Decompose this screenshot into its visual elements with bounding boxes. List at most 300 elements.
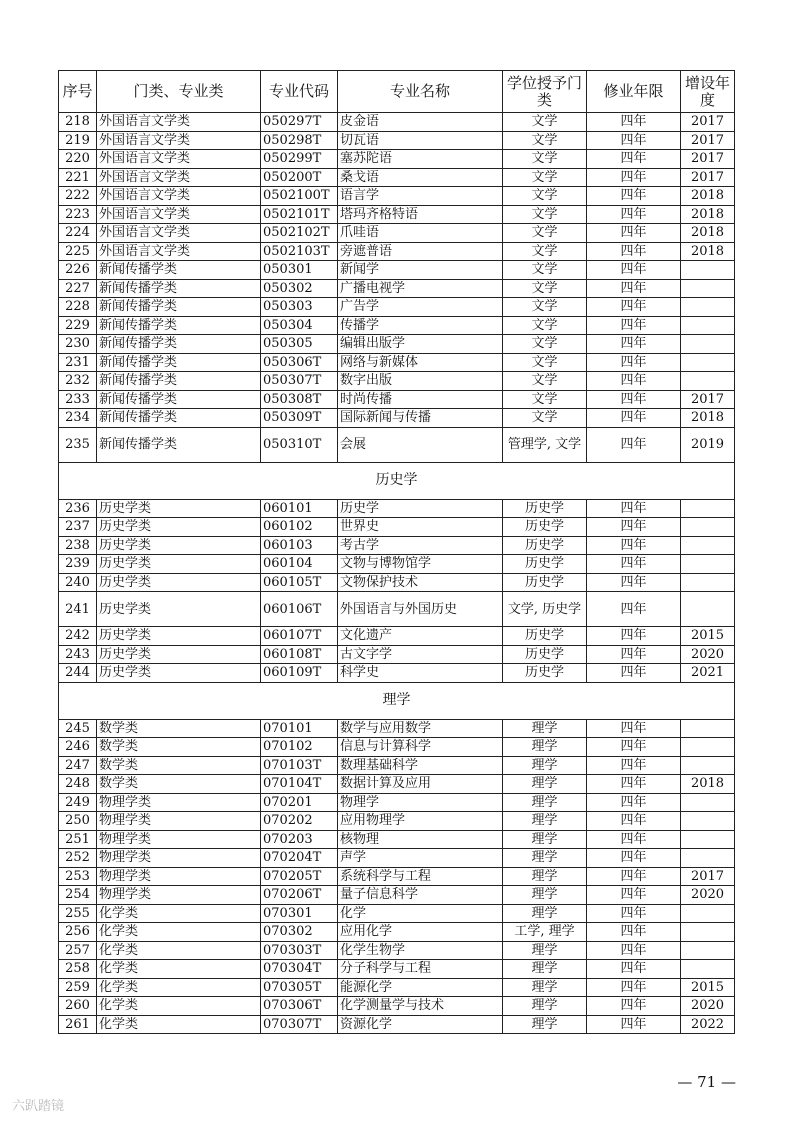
table-row bbox=[59, 849, 735, 868]
cell-degree: 文学 bbox=[503, 335, 587, 354]
cell-code: 070307T bbox=[261, 1015, 338, 1034]
cell-major-name: 外国语言与外国历史 bbox=[338, 592, 503, 627]
cell-category: 化学类 bbox=[97, 941, 261, 960]
cell-code: 070301 bbox=[261, 904, 338, 923]
cell-degree: 历史学 bbox=[503, 664, 587, 683]
cell-degree: 历史学 bbox=[503, 555, 587, 574]
cell-code: 060109T bbox=[261, 664, 338, 683]
cell-degree: 理学 bbox=[503, 812, 587, 831]
cell-duration: 四年 bbox=[587, 335, 681, 354]
cell-major-name: 国际新闻与传播 bbox=[338, 409, 503, 428]
table-row bbox=[59, 298, 735, 317]
cell-degree: 理学 bbox=[503, 941, 587, 960]
cell-degree: 历史学 bbox=[503, 645, 587, 664]
cell-added-year: 2015 bbox=[681, 978, 735, 997]
section-title: 理学 bbox=[59, 682, 735, 719]
cell-seq: 246 bbox=[59, 738, 97, 757]
cell-degree: 历史学 bbox=[503, 518, 587, 537]
cell-duration: 四年 bbox=[587, 113, 681, 132]
cell-degree: 理学 bbox=[503, 738, 587, 757]
cell-code: 060104 bbox=[261, 555, 338, 574]
cell-duration: 四年 bbox=[587, 372, 681, 391]
cell-degree: 文学 bbox=[503, 353, 587, 372]
cell-added-year bbox=[681, 830, 735, 849]
table-row bbox=[59, 978, 735, 997]
cell-code: 0502103T bbox=[261, 242, 338, 261]
cell-code: 0502102T bbox=[261, 224, 338, 243]
cell-degree: 理学 bbox=[503, 775, 587, 794]
cell-duration: 四年 bbox=[587, 886, 681, 905]
cell-category: 历史学类 bbox=[97, 627, 261, 646]
cell-code: 060102 bbox=[261, 518, 338, 537]
header-added-year: 增设年度 bbox=[681, 71, 735, 113]
section-title: 历史学 bbox=[59, 462, 735, 499]
cell-major-name: 皮金语 bbox=[338, 113, 503, 132]
cell-added-year: 2018 bbox=[681, 409, 735, 428]
cell-code: 060108T bbox=[261, 645, 338, 664]
cell-added-year bbox=[681, 335, 735, 354]
cell-major-name: 文化遗产 bbox=[338, 627, 503, 646]
cell-seq: 261 bbox=[59, 1015, 97, 1034]
cell-code: 070302 bbox=[261, 923, 338, 942]
table-row bbox=[59, 904, 735, 923]
table-row bbox=[59, 645, 735, 664]
cell-code: 070306T bbox=[261, 997, 338, 1016]
cell-category: 外国语言文学类 bbox=[97, 150, 261, 169]
cell-added-year: 2020 bbox=[681, 886, 735, 905]
cell-category: 外国语言文学类 bbox=[97, 131, 261, 150]
cell-major-name: 数字出版 bbox=[338, 372, 503, 391]
cell-major-name: 传播学 bbox=[338, 316, 503, 335]
cell-major-name: 化学 bbox=[338, 904, 503, 923]
cell-category: 历史学类 bbox=[97, 573, 261, 592]
table-row bbox=[59, 518, 735, 537]
cell-seq: 242 bbox=[59, 627, 97, 646]
cell-seq: 238 bbox=[59, 536, 97, 555]
cell-degree: 历史学 bbox=[503, 536, 587, 555]
cell-category: 历史学类 bbox=[97, 555, 261, 574]
table-row bbox=[59, 409, 735, 428]
table-row bbox=[59, 390, 735, 409]
cell-degree: 理学 bbox=[503, 886, 587, 905]
cell-seq: 225 bbox=[59, 242, 97, 261]
cell-added-year bbox=[681, 353, 735, 372]
cell-major-name: 会展 bbox=[338, 427, 503, 462]
cell-duration: 四年 bbox=[587, 960, 681, 979]
cell-major-name: 世界史 bbox=[338, 518, 503, 537]
table-row bbox=[59, 886, 735, 905]
cell-duration: 四年 bbox=[587, 131, 681, 150]
cell-degree: 历史学 bbox=[503, 627, 587, 646]
cell-duration: 四年 bbox=[587, 242, 681, 261]
cell-degree: 文学 bbox=[503, 372, 587, 391]
cell-seq: 253 bbox=[59, 867, 97, 886]
cell-major-name: 古文字学 bbox=[338, 645, 503, 664]
cell-degree: 理学 bbox=[503, 867, 587, 886]
table-row bbox=[59, 941, 735, 960]
cell-major-name: 编辑出版学 bbox=[338, 335, 503, 354]
cell-added-year: 2017 bbox=[681, 867, 735, 886]
cell-major-name: 新闻学 bbox=[338, 261, 503, 280]
cell-added-year bbox=[681, 316, 735, 335]
cell-major-name: 塔玛齐格特语 bbox=[338, 205, 503, 224]
cell-degree: 文学 bbox=[503, 131, 587, 150]
cell-duration: 四年 bbox=[587, 168, 681, 187]
table-row bbox=[59, 427, 735, 462]
cell-category: 外国语言文学类 bbox=[97, 242, 261, 261]
cell-duration: 四年 bbox=[587, 409, 681, 428]
cell-degree: 文学 bbox=[503, 168, 587, 187]
cell-category: 历史学类 bbox=[97, 536, 261, 555]
cell-code: 050303 bbox=[261, 298, 338, 317]
cell-duration: 四年 bbox=[587, 997, 681, 1016]
cell-duration: 四年 bbox=[587, 316, 681, 335]
table-row bbox=[59, 555, 735, 574]
cell-seq: 221 bbox=[59, 168, 97, 187]
table-row bbox=[59, 997, 735, 1016]
header-major-name: 专业名称 bbox=[338, 71, 503, 113]
cell-added-year bbox=[681, 555, 735, 574]
cell-category: 历史学类 bbox=[97, 592, 261, 627]
table-row bbox=[59, 150, 735, 169]
cell-degree: 理学 bbox=[503, 830, 587, 849]
cell-category: 物理学类 bbox=[97, 867, 261, 886]
cell-major-name: 爪哇语 bbox=[338, 224, 503, 243]
cell-code: 070305T bbox=[261, 978, 338, 997]
cell-category: 新闻传播学类 bbox=[97, 409, 261, 428]
cell-degree: 文学 bbox=[503, 205, 587, 224]
cell-added-year bbox=[681, 518, 735, 537]
table-row bbox=[59, 738, 735, 757]
cell-duration: 四年 bbox=[587, 812, 681, 831]
table-row bbox=[59, 372, 735, 391]
cell-major-name: 分子科学与工程 bbox=[338, 960, 503, 979]
cell-code: 060103 bbox=[261, 536, 338, 555]
cell-major-name: 数学与应用数学 bbox=[338, 719, 503, 738]
cell-code: 050301 bbox=[261, 261, 338, 280]
cell-added-year bbox=[681, 279, 735, 298]
cell-category: 化学类 bbox=[97, 904, 261, 923]
table-body bbox=[59, 113, 735, 1034]
cell-seq: 240 bbox=[59, 573, 97, 592]
cell-added-year: 2015 bbox=[681, 627, 735, 646]
cell-code: 050307T bbox=[261, 372, 338, 391]
cell-category: 数学类 bbox=[97, 756, 261, 775]
table-header-row bbox=[59, 71, 735, 113]
cell-category: 历史学类 bbox=[97, 499, 261, 518]
cell-code: 060101 bbox=[261, 499, 338, 518]
cell-added-year: 2017 bbox=[681, 131, 735, 150]
cell-category: 物理学类 bbox=[97, 849, 261, 868]
cell-code: 050298T bbox=[261, 131, 338, 150]
cell-code: 070304T bbox=[261, 960, 338, 979]
cell-code: 060107T bbox=[261, 627, 338, 646]
cell-seq: 244 bbox=[59, 664, 97, 683]
cell-degree: 文学 bbox=[503, 390, 587, 409]
table-row bbox=[59, 923, 735, 942]
table-row bbox=[59, 664, 735, 683]
cell-code: 070201 bbox=[261, 793, 338, 812]
cell-duration: 四年 bbox=[587, 719, 681, 738]
cell-major-name: 历史学 bbox=[338, 499, 503, 518]
cell-major-name: 塞苏陀语 bbox=[338, 150, 503, 169]
cell-seq: 228 bbox=[59, 298, 97, 317]
cell-seq: 243 bbox=[59, 645, 97, 664]
cell-duration: 四年 bbox=[587, 738, 681, 757]
table-row bbox=[59, 335, 735, 354]
cell-category: 新闻传播学类 bbox=[97, 390, 261, 409]
cell-major-name: 考古学 bbox=[338, 536, 503, 555]
cell-duration: 四年 bbox=[587, 627, 681, 646]
table-row bbox=[59, 719, 735, 738]
cell-degree: 历史学 bbox=[503, 499, 587, 518]
cell-added-year bbox=[681, 372, 735, 391]
cell-category: 外国语言文学类 bbox=[97, 224, 261, 243]
cell-major-name: 旁遮普语 bbox=[338, 242, 503, 261]
table-row bbox=[59, 131, 735, 150]
cell-added-year bbox=[681, 941, 735, 960]
cell-seq: 239 bbox=[59, 555, 97, 574]
cell-degree: 文学 bbox=[503, 150, 587, 169]
cell-added-year bbox=[681, 738, 735, 757]
cell-seq: 245 bbox=[59, 719, 97, 738]
cell-degree: 文学 bbox=[503, 187, 587, 206]
table-row bbox=[59, 756, 735, 775]
cell-major-name: 量子信息科学 bbox=[338, 886, 503, 905]
table-row bbox=[59, 536, 735, 555]
cell-duration: 四年 bbox=[587, 427, 681, 462]
cell-category: 新闻传播学类 bbox=[97, 427, 261, 462]
cell-degree: 历史学 bbox=[503, 573, 587, 592]
header-duration: 修业年限 bbox=[587, 71, 681, 113]
cell-seq: 222 bbox=[59, 187, 97, 206]
cell-code: 070203 bbox=[261, 830, 338, 849]
cell-category: 物理学类 bbox=[97, 886, 261, 905]
cell-category: 新闻传播学类 bbox=[97, 298, 261, 317]
cell-degree: 理学 bbox=[503, 997, 587, 1016]
cell-category: 外国语言文学类 bbox=[97, 187, 261, 206]
cell-code: 0502101T bbox=[261, 205, 338, 224]
cell-duration: 四年 bbox=[587, 555, 681, 574]
section-row bbox=[59, 682, 735, 719]
cell-seq: 234 bbox=[59, 409, 97, 428]
cell-code: 050306T bbox=[261, 353, 338, 372]
cell-added-year: 2018 bbox=[681, 775, 735, 794]
header-code: 专业代码 bbox=[261, 71, 338, 113]
cell-added-year: 2017 bbox=[681, 113, 735, 132]
cell-category: 新闻传播学类 bbox=[97, 353, 261, 372]
cell-seq: 249 bbox=[59, 793, 97, 812]
cell-added-year bbox=[681, 904, 735, 923]
cell-seq: 226 bbox=[59, 261, 97, 280]
cell-duration: 四年 bbox=[587, 499, 681, 518]
cell-duration: 四年 bbox=[587, 592, 681, 627]
cell-code: 070204T bbox=[261, 849, 338, 868]
cell-duration: 四年 bbox=[587, 793, 681, 812]
cell-added-year: 2018 bbox=[681, 242, 735, 261]
catalog-sheet bbox=[58, 70, 734, 1034]
cell-category: 外国语言文学类 bbox=[97, 113, 261, 132]
cell-code: 050305 bbox=[261, 335, 338, 354]
cell-major-name: 数理基础科学 bbox=[338, 756, 503, 775]
cell-added-year: 2017 bbox=[681, 390, 735, 409]
cell-duration: 四年 bbox=[587, 1015, 681, 1034]
cell-duration: 四年 bbox=[587, 261, 681, 280]
header-degree: 学位授予门类 bbox=[503, 71, 587, 113]
cell-category: 历史学类 bbox=[97, 518, 261, 537]
cell-added-year: 2020 bbox=[681, 645, 735, 664]
page-number: — 71 — bbox=[677, 1073, 736, 1091]
table-row bbox=[59, 960, 735, 979]
cell-seq: 254 bbox=[59, 886, 97, 905]
cell-degree: 管理学, 文学 bbox=[503, 427, 587, 462]
table-row bbox=[59, 316, 735, 335]
cell-added-year: 2017 bbox=[681, 168, 735, 187]
cell-duration: 四年 bbox=[587, 518, 681, 537]
cell-category: 新闻传播学类 bbox=[97, 335, 261, 354]
cell-seq: 236 bbox=[59, 499, 97, 518]
cell-major-name: 桑戈语 bbox=[338, 168, 503, 187]
cell-added-year bbox=[681, 756, 735, 775]
cell-added-year bbox=[681, 573, 735, 592]
table-row bbox=[59, 113, 735, 132]
cell-major-name: 化学测量学与技术 bbox=[338, 997, 503, 1016]
cell-seq: 257 bbox=[59, 941, 97, 960]
cell-added-year bbox=[681, 298, 735, 317]
cell-degree: 文学 bbox=[503, 298, 587, 317]
cell-degree: 理学 bbox=[503, 849, 587, 868]
table-row bbox=[59, 205, 735, 224]
table-row bbox=[59, 867, 735, 886]
cell-seq: 233 bbox=[59, 390, 97, 409]
cell-code: 070202 bbox=[261, 812, 338, 831]
cell-degree: 文学 bbox=[503, 279, 587, 298]
header-category: 门类、专业类 bbox=[97, 71, 261, 113]
cell-degree: 理学 bbox=[503, 978, 587, 997]
table-row bbox=[59, 812, 735, 831]
cell-added-year bbox=[681, 536, 735, 555]
cell-duration: 四年 bbox=[587, 775, 681, 794]
cell-added-year: 2018 bbox=[681, 187, 735, 206]
cell-degree: 文学 bbox=[503, 224, 587, 243]
cell-major-name: 切瓦语 bbox=[338, 131, 503, 150]
cell-seq: 256 bbox=[59, 923, 97, 942]
cell-category: 化学类 bbox=[97, 923, 261, 942]
table-row bbox=[59, 793, 735, 812]
cell-major-name: 数据计算及应用 bbox=[338, 775, 503, 794]
cell-degree: 工学, 理学 bbox=[503, 923, 587, 942]
table-row bbox=[59, 168, 735, 187]
cell-major-name: 资源化学 bbox=[338, 1015, 503, 1034]
cell-duration: 四年 bbox=[587, 849, 681, 868]
table-row bbox=[59, 261, 735, 280]
cell-duration: 四年 bbox=[587, 904, 681, 923]
cell-code: 070101 bbox=[261, 719, 338, 738]
cell-major-name: 广告学 bbox=[338, 298, 503, 317]
cell-code: 0502100T bbox=[261, 187, 338, 206]
cell-seq: 247 bbox=[59, 756, 97, 775]
cell-category: 新闻传播学类 bbox=[97, 261, 261, 280]
cell-added-year: 2020 bbox=[681, 997, 735, 1016]
cell-seq: 220 bbox=[59, 150, 97, 169]
cell-category: 数学类 bbox=[97, 775, 261, 794]
cell-degree: 理学 bbox=[503, 793, 587, 812]
section-row bbox=[59, 462, 735, 499]
cell-seq: 219 bbox=[59, 131, 97, 150]
cell-code: 070103T bbox=[261, 756, 338, 775]
cell-code: 070206T bbox=[261, 886, 338, 905]
cell-seq: 223 bbox=[59, 205, 97, 224]
cell-added-year bbox=[681, 812, 735, 831]
cell-duration: 四年 bbox=[587, 867, 681, 886]
cell-added-year: 2018 bbox=[681, 224, 735, 243]
cell-seq: 235 bbox=[59, 427, 97, 462]
cell-category: 化学类 bbox=[97, 997, 261, 1016]
cell-duration: 四年 bbox=[587, 150, 681, 169]
cell-seq: 241 bbox=[59, 592, 97, 627]
cell-major-name: 科学史 bbox=[338, 664, 503, 683]
cell-seq: 229 bbox=[59, 316, 97, 335]
cell-added-year: 2022 bbox=[681, 1015, 735, 1034]
cell-degree: 理学 bbox=[503, 960, 587, 979]
cell-category: 外国语言文学类 bbox=[97, 205, 261, 224]
cell-degree: 文学 bbox=[503, 316, 587, 335]
cell-code: 070102 bbox=[261, 738, 338, 757]
cell-code: 070104T bbox=[261, 775, 338, 794]
cell-duration: 四年 bbox=[587, 830, 681, 849]
cell-major-name: 应用物理学 bbox=[338, 812, 503, 831]
table-row bbox=[59, 224, 735, 243]
table-row bbox=[59, 187, 735, 206]
cell-major-name: 核物理 bbox=[338, 830, 503, 849]
cell-code: 060105T bbox=[261, 573, 338, 592]
table-row bbox=[59, 353, 735, 372]
cell-added-year bbox=[681, 960, 735, 979]
table-row bbox=[59, 830, 735, 849]
cell-degree: 文学 bbox=[503, 409, 587, 428]
cell-code: 050304 bbox=[261, 316, 338, 335]
cell-seq: 231 bbox=[59, 353, 97, 372]
cell-added-year bbox=[681, 849, 735, 868]
cell-code: 060106T bbox=[261, 592, 338, 627]
cell-duration: 四年 bbox=[587, 573, 681, 592]
watermark: 六趴踏镜 bbox=[12, 1099, 65, 1114]
cell-category: 历史学类 bbox=[97, 664, 261, 683]
cell-category: 化学类 bbox=[97, 1015, 261, 1034]
cell-duration: 四年 bbox=[587, 756, 681, 775]
table-row bbox=[59, 242, 735, 261]
cell-major-name: 物理学 bbox=[338, 793, 503, 812]
cell-added-year bbox=[681, 793, 735, 812]
cell-seq: 224 bbox=[59, 224, 97, 243]
cell-code: 070205T bbox=[261, 867, 338, 886]
cell-duration: 四年 bbox=[587, 390, 681, 409]
cell-duration: 四年 bbox=[587, 941, 681, 960]
cell-duration: 四年 bbox=[587, 923, 681, 942]
cell-added-year bbox=[681, 592, 735, 627]
cell-category: 新闻传播学类 bbox=[97, 316, 261, 335]
cell-major-name: 能源化学 bbox=[338, 978, 503, 997]
cell-code: 070303T bbox=[261, 941, 338, 960]
cell-duration: 四年 bbox=[587, 205, 681, 224]
table-row bbox=[59, 1015, 735, 1034]
table-row bbox=[59, 775, 735, 794]
cell-category: 新闻传播学类 bbox=[97, 279, 261, 298]
cell-major-name: 系统科学与工程 bbox=[338, 867, 503, 886]
cell-degree: 文学 bbox=[503, 242, 587, 261]
cell-category: 化学类 bbox=[97, 978, 261, 997]
table-row bbox=[59, 627, 735, 646]
